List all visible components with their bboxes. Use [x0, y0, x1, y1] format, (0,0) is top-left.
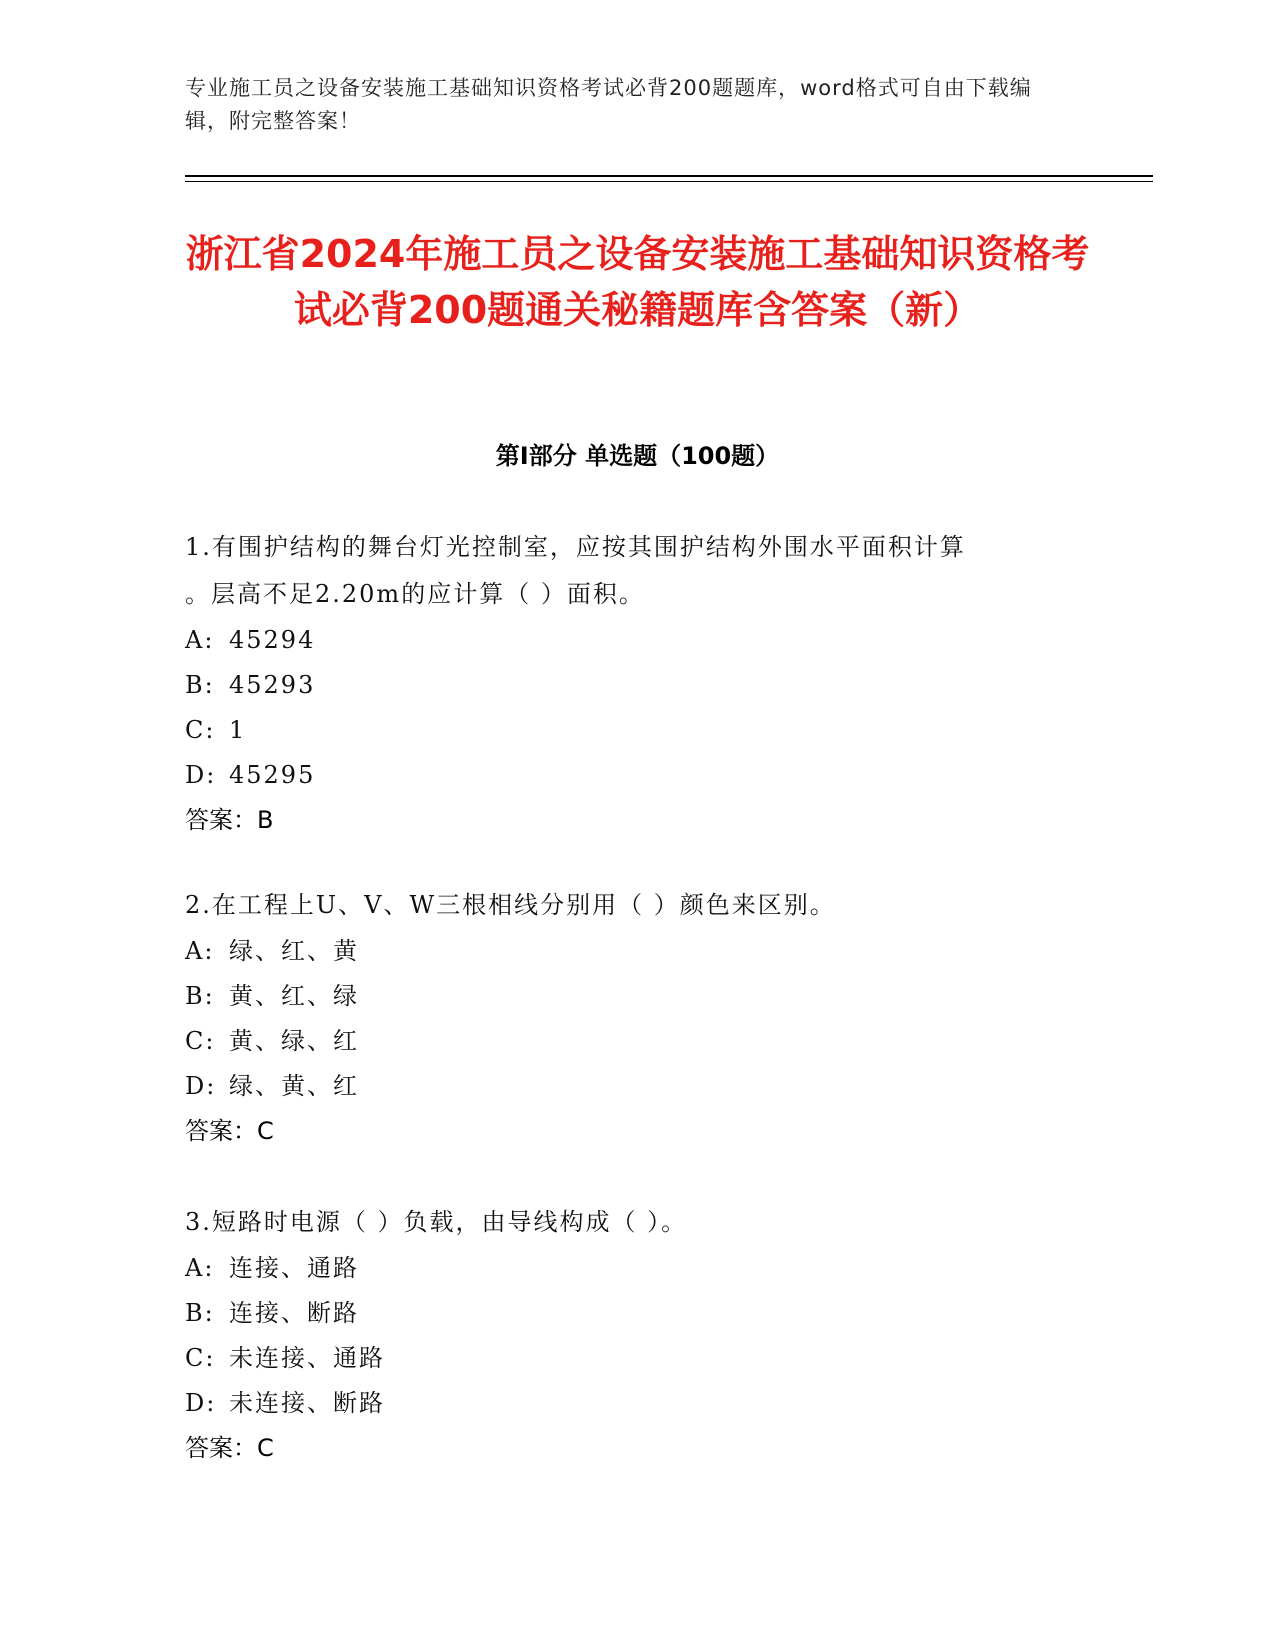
option-c — [185, 1019, 1085, 1064]
option-text: 未连接、通路 — [229, 1344, 385, 1372]
option-text: 黄、绿、红 — [229, 1027, 359, 1055]
option-letter: A: — [185, 1254, 215, 1282]
question-stem-line: 。层高不足2.20m的应计算（ ）面积。 — [185, 580, 645, 608]
option-text: 连接、断路 — [229, 1299, 359, 1327]
option-d — [185, 1064, 1085, 1109]
option-text: 1 — [229, 716, 247, 744]
option-a — [185, 929, 1085, 974]
option-letter: A: — [185, 626, 215, 654]
answer-line: 答案：C — [185, 1434, 274, 1462]
option-letter: C: — [185, 1027, 216, 1055]
option-letter: D: — [185, 1389, 217, 1417]
header-divider-thin — [185, 181, 1153, 182]
question-stem-line: 1.有围护结构的舞台灯光控制室，应按其围护结构外围水平面积计算 — [185, 533, 966, 561]
option-c — [185, 1336, 1085, 1381]
option-text: 绿、黄、红 — [229, 1072, 359, 1100]
question-stem-line: 2.在工程上U、V、W三根相线分别用（ ）颜色来区别。 — [185, 891, 836, 919]
question-2 — [185, 882, 1085, 1154]
section-heading: 第I部分 单选题（100题） — [495, 442, 780, 470]
option-letter: B: — [185, 982, 215, 1010]
option-letter: C: — [185, 716, 216, 744]
option-letter: A: — [185, 937, 215, 965]
question-stem-line: 3.短路时电源（ ）负载，由导线构成（ ）。 — [185, 1208, 688, 1236]
document-title: 浙江省2024年施工员之设备安装施工基础知识资格考试必背200题通关秘籍题库含答案（新） — [185, 232, 1090, 332]
question-3 — [185, 1199, 1085, 1471]
question-1 — [185, 524, 1085, 843]
option-d — [185, 753, 1085, 798]
option-a — [185, 1246, 1085, 1291]
option-a — [185, 618, 1085, 663]
option-letter: D: — [185, 1072, 217, 1100]
option-d — [185, 1381, 1085, 1426]
option-text: 45293 — [229, 671, 316, 699]
option-text: 未连接、断路 — [229, 1389, 385, 1417]
option-letter: D: — [185, 761, 217, 789]
option-text: 绿、红、黄 — [229, 937, 359, 965]
header-divider-thick — [185, 175, 1153, 177]
option-b — [185, 663, 1085, 708]
option-b — [185, 1291, 1085, 1336]
option-text: 45295 — [229, 761, 316, 789]
option-text: 45294 — [229, 626, 316, 654]
answer-line: 答案：B — [185, 806, 274, 834]
option-letter: B: — [185, 1299, 215, 1327]
option-letter: B: — [185, 671, 215, 699]
option-text: 连接、通路 — [229, 1254, 359, 1282]
answer-line: 答案：C — [185, 1117, 274, 1145]
option-letter: C: — [185, 1344, 216, 1372]
header-note: 专业施工员之设备安装施工基础知识资格考试必背200题题库，word格式可自由下载编辑，附完整答案！ — [185, 76, 1032, 133]
option-b — [185, 974, 1085, 1019]
option-text: 黄、红、绿 — [229, 982, 359, 1010]
option-c — [185, 708, 1085, 753]
